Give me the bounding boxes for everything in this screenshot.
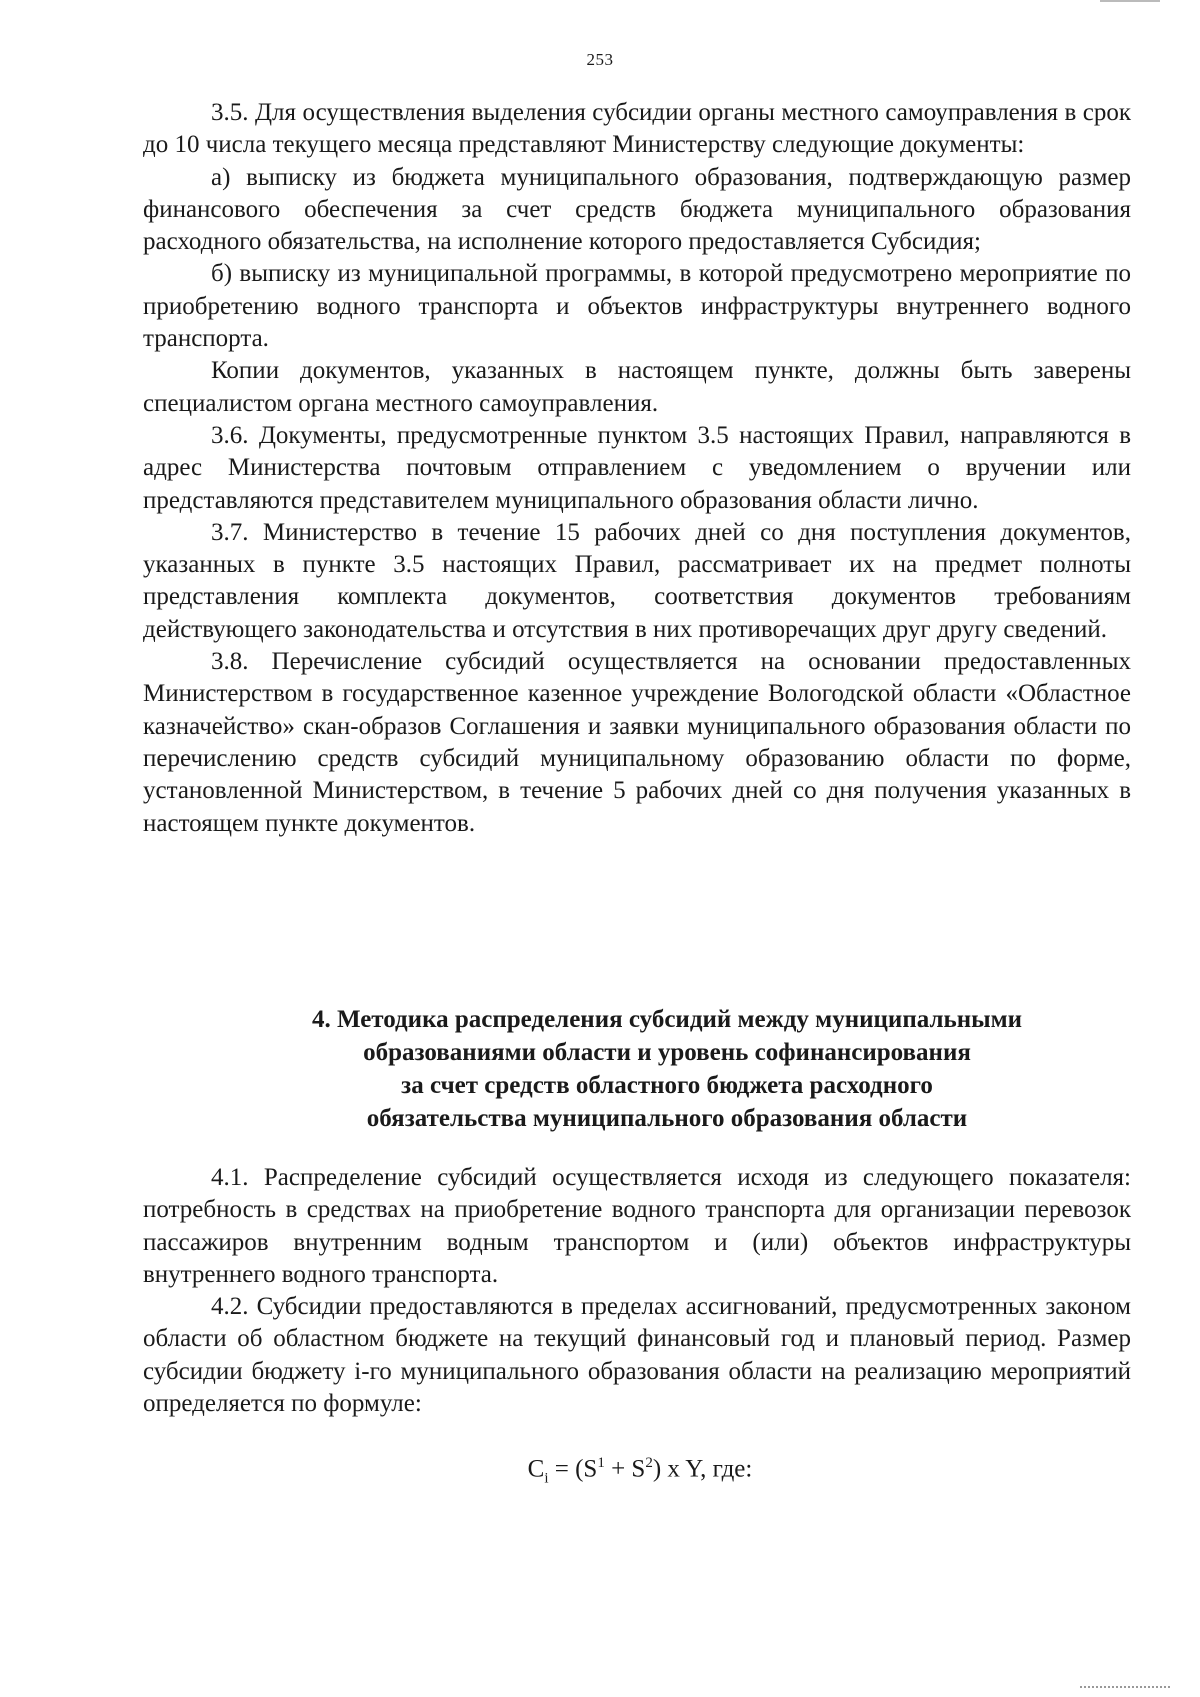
scan-artifact-bottom: [1080, 1686, 1170, 1691]
heading-line-3: за счет средств областного бюджета расходного: [401, 1072, 933, 1099]
paragraph-3-5-b: б) выписку из муниципальной программы, в которой предусмотрено мероприятие по приобретению водного транспорта и объектов инфраструктуры внутреннего водного транспорта.: [143, 260, 1131, 353]
formula-c: C: [527, 1455, 545, 1483]
paragraph-copies: Копии документов, указанных в настоящем пункте, должны быть заверены специалистом органа местного самоуправления.: [143, 357, 1131, 417]
heading-line-1: 4. Методика распределения субсидий между муниципальными: [311, 1006, 1023, 1033]
formula-eq-open: = (S: [548, 1455, 598, 1483]
scan-artifact-top: [1100, 0, 1160, 2]
page-number: 253: [586, 50, 614, 69]
paragraph-3-6: 3.6. Документы, предусмотренные пунктом 3.5 настоящих Правил, направляются в адрес Министерства почтовым отправлением с уведомлением о вручении или представляются представителем муниципального образования области лично.: [143, 421, 1131, 514]
section-4-heading: [143, 1003, 1131, 1135]
formula-c-sub: i: [544, 1470, 549, 1487]
formula-rest: ) x Y, где:: [652, 1455, 753, 1483]
paragraph-4-1: 4.1. Распределение субсидий осуществляется исходя из следующего показателя: потребность в средствах на приобретение водного транспорта для организации перевозок пассажиров внутренним водным транспортом и (или) объектов инфраструктуры внутреннего водного транспорта.: [143, 1164, 1131, 1288]
paragraph-4-2: 4.2. Субсидии предоставляются в пределах ассигнований, предусмотренных законом области об областном бюджете на текущий финансовый год и плановый период. Размер субсидии бюджету i-го муниципального образования области на реализацию мероприятий определяется по формуле:: [143, 1293, 1131, 1418]
paragraph-3-8: 3.8. Перечисление субсидий осуществляется на основании предоставленных Министерством в государственное казенное учреждение Вологодской области «Областное казначейство» скан-образов Соглашения и заявки муниципального образования области по перечислению средств субсидий муниципальному образованию области по форме, установленной Министерством, в течение 5 рабочих дней со дня получения указанных в настоящем пункте документов.: [143, 648, 1131, 837]
body-text-top: [143, 97, 1131, 840]
formula-s2-sup: 2: [645, 1455, 653, 1471]
heading-line-2: образованиями области и уровень софинансирования: [363, 1039, 971, 1066]
paragraph-3-5: 3.5. Для осуществления выделения субсидии органы местного самоуправления в срок до 10 числа текущего месяца представляют Министерству следующие документы:: [143, 99, 1131, 159]
subsidy-formula: [0, 1455, 1200, 1487]
body-text-bottom: [143, 1162, 1131, 1420]
paragraph-3-5-a: а) выписку из бюджета муниципального образования, подтверждающую размер финансового обеспечения за счет средств бюджета муниципального образования расходного обязательства, на исполнение которого предоставляется Субсидия;: [143, 163, 1131, 256]
formula-plus: + S: [604, 1455, 646, 1483]
paragraph-3-7: 3.7. Министерство в течение 15 рабочих дней со дня поступления документов, указанных в пункте 3.5 настоящих Правил, рассматривает их на предмет полноты представления комплекта документов, соответствия документов требованиям действующего законодательства и отсутствия в них противоречащих друг другу сведений.: [143, 518, 1131, 643]
formula-s1-sup: 1: [597, 1455, 605, 1471]
heading-line-4: обязательства муниципального образования области: [366, 1105, 968, 1132]
